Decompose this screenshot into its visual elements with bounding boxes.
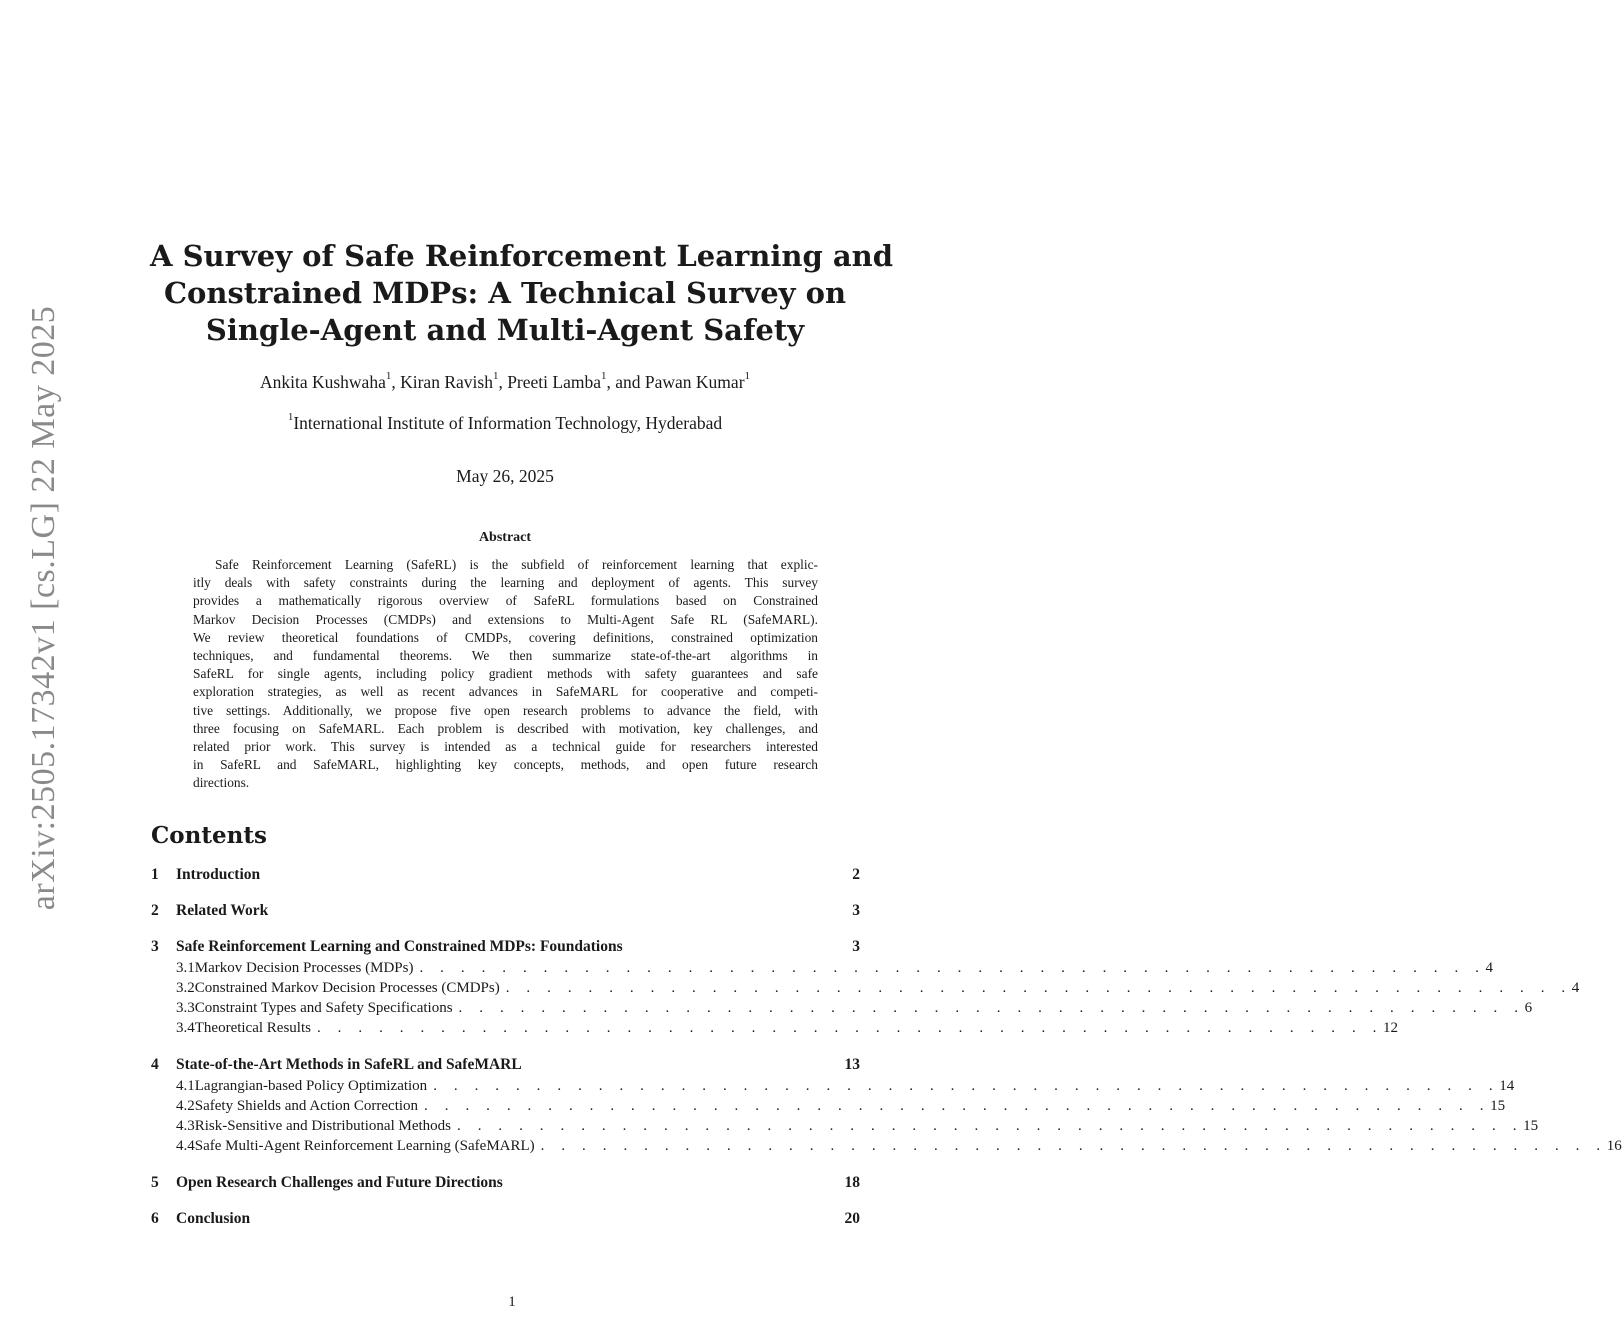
toc-subsection[interactable]: 4.2 Safety Shields and Action Correction . . . . . . . . . . . . . . . . . . . . . . . . . . . . . . . . . . . . . . . . . . . . . . . . . . . . 15 <box>176 1098 1506 1114</box>
dot-leader: . . . . . . . . . . . . . . . . . . . . . . . . . . . . . . . . . . . . . . . . . . . . . . . . . . . . <box>458 1000 1525 1016</box>
abstract-line: Markov Decision Processes (CMDPs) and extensions to Multi-Agent Safe RL (SafeMARL). <box>193 611 818 627</box>
toc-subsection[interactable]: 3.4 Theoretical Results . . . . . . . . . . . . . . . . . . . . . . . . . . . . . . . . . . . . . . . . . . . . . . . . . . . . 12 <box>176 1020 1399 1036</box>
abstract-line: techniques, and fundamental theorems. We then summarize state-of-the-art algorithms in <box>193 648 818 664</box>
toc-section-introduction[interactable]: 1 Introduction 2 <box>151 866 860 883</box>
toc-subsection[interactable]: 4.1 Lagrangian-based Policy Optimization . . . . . . . . . . . . . . . . . . . . . . . . . . . . . . . . . . . . . . . . . . . . . . . . . . . . 14 <box>176 1078 1515 1094</box>
author-name: Pawan Kumar <box>644 372 745 392</box>
toc-section-related-work[interactable]: 2 Related Work 3 <box>151 902 860 919</box>
toc-subsection[interactable]: 3.2 Constrained Markov Decision Processes (CMDPs) . . . . . . . . . . . . . . . . . . . . . . . . . . . . . . . . . . . . . . . . . . . . . . . . . . . . 4 <box>176 980 1580 996</box>
affiliation: $^1$International Institute of Information Technology, Hyderabad <box>287 411 723 433</box>
title-line: Single-Agent and Multi-Agent Safety <box>205 313 805 347</box>
dot-leader: . . . . . . . . . . . . . . . . . . . . . . . . . . . . . . . . . . . . . . . . . . . . . . . . . . . . <box>433 1078 1500 1094</box>
toc-subsection[interactable]: 4.4 Safe Multi-Agent Reinforcement Learning (SafeMARL) . . . . . . . . . . . . . . . . . . . . . . . . . . . . . . . . . . . . . . . . . . . . . . . . . . . . 16 <box>176 1138 1622 1154</box>
toc-subsection[interactable]: 4.3 Risk-Sensitive and Distributional Methods . . . . . . . . . . . . . . . . . . . . . . . . . . . . . . . . . . . . . . . . . . . . . . . . . . . . 15 <box>176 1118 1539 1134</box>
abstract-line: tive settings. Additionally, we propose five open research problems to advance the field, with <box>193 702 818 718</box>
dot-leader: . . . . . . . . . . . . . . . . . . . . . . . . . . . . . . . . . . . . . . . . . . . . . . . . . . . . <box>505 980 1572 996</box>
toc-section-methods[interactable]: 4 State-of-the-Art Methods in SafeRL and SafeMARL 13 <box>151 1056 860 1073</box>
abstract-heading: Abstract <box>478 530 532 545</box>
dot-leader: . . . . . . . . . . . . . . . . . . . . . . . . . . . . . . . . . . . . . . . . . . . . . . . . . . . . <box>457 1118 1524 1134</box>
dot-leader: . . . . . . . . . . . . . . . . . . . . . . . . . . . . . . . . . . . . . . . . . . . . . . . . . . . . <box>316 1020 1384 1036</box>
abstract-line: directions. <box>193 775 250 791</box>
toc-section-open-challenges[interactable]: 5 Open Research Challenges and Future Directions 18 <box>151 1174 860 1191</box>
dot-leader: . . . . . . . . . . . . . . . . . . . . . . . . . . . . . . . . . . . . . . . . . . . . . . . . . . . . <box>419 960 1486 976</box>
abstract-line: We review theoretical foundations of CMDPs, covering definitions, constrained optimization <box>193 629 818 645</box>
author-name: Kiran Ravish <box>400 372 493 392</box>
dot-leader: . . . . . . . . . . . . . . . . . . . . . . . . . . . . . . . . . . . . . . . . . . . . . . . . . . . . <box>540 1138 1607 1154</box>
arxiv-identifier: arXiv:2505.17342v1 [cs.LG] 22 May 2025 <box>25 305 62 911</box>
abstract-line: itly deals with safety constraints during the learning and deployment of agents. This survey <box>193 575 818 591</box>
abstract-line: Safe Reinforcement Learning (SafeRL) is the subfield of reinforcement learning that explic- <box>215 557 818 572</box>
toc-subsection[interactable]: 3.1 Markov Decision Processes (MDPs) . . . . . . . . . . . . . . . . . . . . . . . . . . . . . . . . . . . . . . . . . . . . . . . . . . . . 4 <box>176 960 1494 976</box>
author-list: Ankita Kushwaha$^1$, Kiran Ravish$^1$, Preeti Lamba$^1$, and Pawan Kumar$^1$ <box>259 370 751 392</box>
abstract-line: in SafeRL and SafeMARL, highlighting key concepts, methods, and open future research <box>193 757 818 773</box>
abstract-line: three focusing on SafeMARL. Each problem is described with motivation, key challenges, and <box>193 720 818 736</box>
author-name: Preeti Lamba <box>507 372 601 392</box>
abstract-line: provides a mathematically rigorous overview of SafeRL formulations based on Constrained <box>193 593 818 609</box>
paper-title <box>150 238 894 349</box>
table-of-contents <box>151 866 1622 1232</box>
title-line: Constrained MDPs: A Technical Survey on <box>163 276 847 310</box>
abstract-body <box>193 556 818 793</box>
author-name: Ankita Kushwaha <box>259 372 386 392</box>
contents-heading: Contents <box>151 822 267 849</box>
abstract-line: SafeRL for single agents, including policy gradient methods with safety guarantees and safe <box>193 666 818 682</box>
toc-section-foundations[interactable]: 3 Safe Reinforcement Learning and Constrained MDPs: Foundations 3 <box>151 938 860 955</box>
abstract-line: related prior work. This survey is intended as a technical guide for researchers interested <box>193 739 818 755</box>
page-number: 1 <box>508 1294 516 1310</box>
toc-subsection[interactable]: 3.3 Constraint Types and Safety Specifications . . . . . . . . . . . . . . . . . . . . . . . . . . . . . . . . . . . . . . . . . . . . . . . . . . . . 6 <box>176 1000 1533 1016</box>
toc-section-conclusion[interactable]: 6 Conclusion 20 <box>151 1210 860 1227</box>
dot-leader: . . . . . . . . . . . . . . . . . . . . . . . . . . . . . . . . . . . . . . . . . . . . . . . . . . . . <box>424 1098 1491 1114</box>
abstract-line: exploration strategies, as well as recent advances in SafeMARL for cooperative and competi- <box>193 684 818 700</box>
paper-date: May 26, 2025 <box>456 466 554 486</box>
title-line: A Survey of Safe Reinforcement Learning and <box>150 239 894 273</box>
